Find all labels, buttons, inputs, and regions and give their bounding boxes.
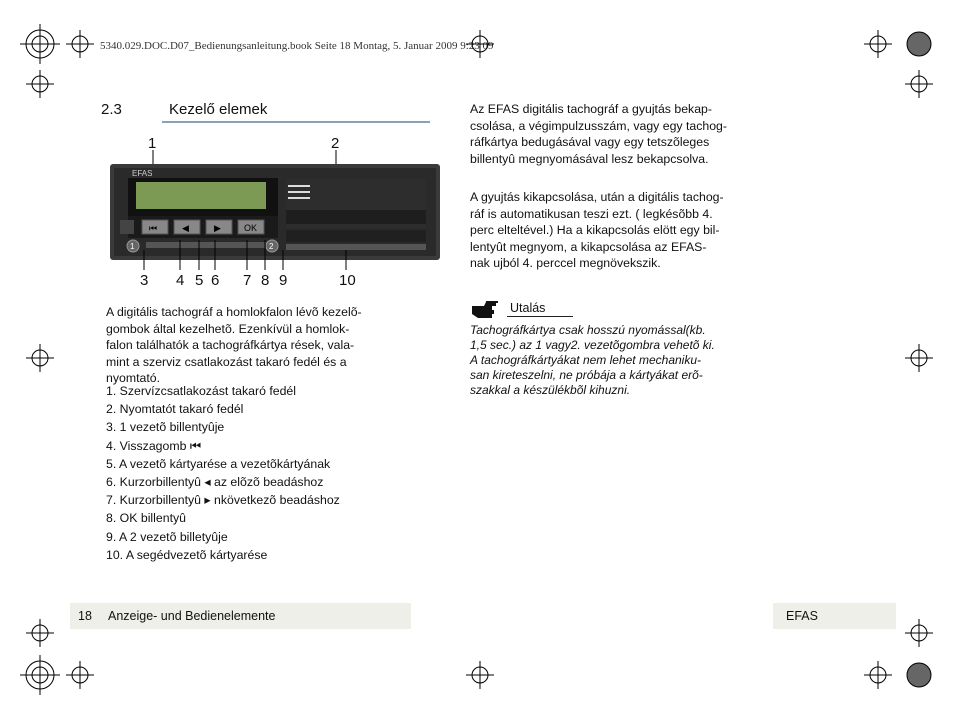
tachograph-device-illustration (110, 150, 440, 270)
text-line: ráfkártya bedugásával vagy egy tetszõleges (470, 135, 710, 150)
note-line-5: szakkal a készülékbõl kihuzni. (470, 383, 631, 397)
note-line-2: 1,5 sec.) az 1 vagy2. vezetõgombra vehetõ ki. (470, 338, 715, 352)
intro-paragraph (470, 101, 770, 167)
text-line: nyomtató. (106, 371, 160, 386)
registration-target-icon (66, 661, 94, 689)
controls-list (106, 384, 340, 566)
slot-2-label: 2 (269, 242, 274, 251)
callout-10: 10 (339, 272, 356, 289)
text-line: A gyujtás kikapcsolása, után a digitális tachog- (470, 190, 724, 204)
callout-6: 6 (211, 272, 220, 289)
text-line: csolása, a végimpulzusszám, vagy egy tachog- (470, 118, 727, 133)
note-line-3: A tachográfkártyákat nem lehet mechaniku- (470, 353, 702, 367)
footer-gap (411, 603, 773, 629)
section-title: Kezelő elemek (169, 101, 268, 118)
text-line: mint a szerviz csatlakozást takaró fedél és a (106, 354, 347, 369)
callout-3: 3 (140, 272, 149, 289)
text-line: Az EFAS digitális tachográf a gyujtás bekap- (470, 102, 712, 116)
callout-9: 9 (279, 272, 288, 289)
registration-target-icon (905, 344, 933, 372)
text-line: perc elteltével.) Ha a kikapcsolás elött egy bil- (470, 223, 720, 238)
registration-target-icon (907, 32, 931, 56)
footer-title: Anzeige- und Bedienelemente (108, 609, 276, 623)
note-line-1: Tachográfkártya csak hosszú nyomással(kb. (470, 323, 706, 337)
callout-2: 2 (331, 135, 340, 152)
callout-1: 1 (148, 135, 157, 152)
text-line: gombok által kezelhetõ. Ezenkívül a homlok- (106, 321, 350, 336)
note-underline (507, 316, 573, 317)
list-item: 4. Visszagomb ⏮ (106, 438, 201, 453)
registration-target-icon (66, 30, 94, 58)
page-number: 18 (78, 609, 92, 623)
ok-button-label: OK (244, 223, 258, 233)
text-line: nak ujból 4. perccel megnövekszik. (470, 256, 661, 271)
registration-target-icon (20, 655, 60, 695)
registration-target-icon (20, 24, 60, 64)
list-item: 8. OK billentyû (106, 511, 186, 526)
registration-target-icon (26, 619, 54, 647)
device-brand-label: EFAS (132, 169, 153, 178)
registration-target-icon (26, 344, 54, 372)
list-item: 2. Nyomtatót takaró fedél (106, 402, 244, 417)
callout-7: 7 (243, 272, 252, 289)
list-item: 7. Kurzorbillentyû ▸ nkövetkezõ beadáshoz (106, 493, 340, 508)
section-rule (162, 121, 430, 123)
slot-1-label: 1 (130, 242, 135, 251)
svg-text:▶: ▶ (214, 224, 221, 234)
pointing-hand-icon (470, 298, 500, 320)
text-line: A digitális tachográf a homlokfalon lévõ kezelõ- (106, 305, 362, 319)
registration-target-icon (864, 661, 892, 689)
registration-target-icon (907, 663, 931, 687)
registration-target-icon (905, 619, 933, 647)
text-line: falon találhatók a tachográfkártya rések, vala- (106, 338, 355, 353)
registration-target-icon (864, 30, 892, 58)
callout-8: 8 (261, 272, 270, 289)
list-item: 5. A vezetõ kártyarése a vezetõkártyának (106, 456, 331, 471)
list-item: 9. A 2 vezetõ billetyûje (106, 529, 228, 544)
callout-4: 4 (176, 272, 185, 289)
shutdown-paragraph (470, 189, 770, 272)
list-item: 10. A segédvezetõ kártyarése (106, 547, 268, 562)
note-title: Utalás (510, 301, 546, 315)
note-text (470, 323, 720, 398)
note-line-4: san kireteszelni, ne próbája a kártyákat erõ- (470, 368, 703, 382)
text-line: lentyût megnyom, a kikapcsolása az EFAS- (470, 239, 707, 254)
page-header: 5340.029.DOC.D07_Bedienungsanleitung.book Seite 18 Montag, 5. Januar 2009 9:23 09 (100, 40, 494, 52)
registration-target-icon (905, 70, 933, 98)
svg-text:⏮: ⏮ (149, 224, 158, 234)
registration-target-icon (466, 30, 494, 58)
list-item: 6. Kurzorbillentyû ◂ az elõzõ beadáshoz (106, 474, 324, 489)
footer-brand: EFAS (786, 609, 818, 623)
description-paragraph (106, 304, 406, 387)
section-number: 2.3 (101, 101, 122, 118)
registration-target-icon (466, 661, 494, 689)
text-line: ráf is automatikusan teszi ezt. ( legkésõbb 4. (470, 206, 713, 221)
list-item: 3. 1 vezetõ billentyûje (106, 420, 225, 435)
registration-target-icon (26, 70, 54, 98)
list-item: 1. Szervízcsatlakozást takaró fedél (106, 384, 297, 398)
callout-5: 5 (195, 272, 204, 289)
svg-text:◀: ◀ (182, 224, 189, 234)
text-line: billentyû megnyomásával lesz bekapcsolva. (470, 151, 709, 166)
